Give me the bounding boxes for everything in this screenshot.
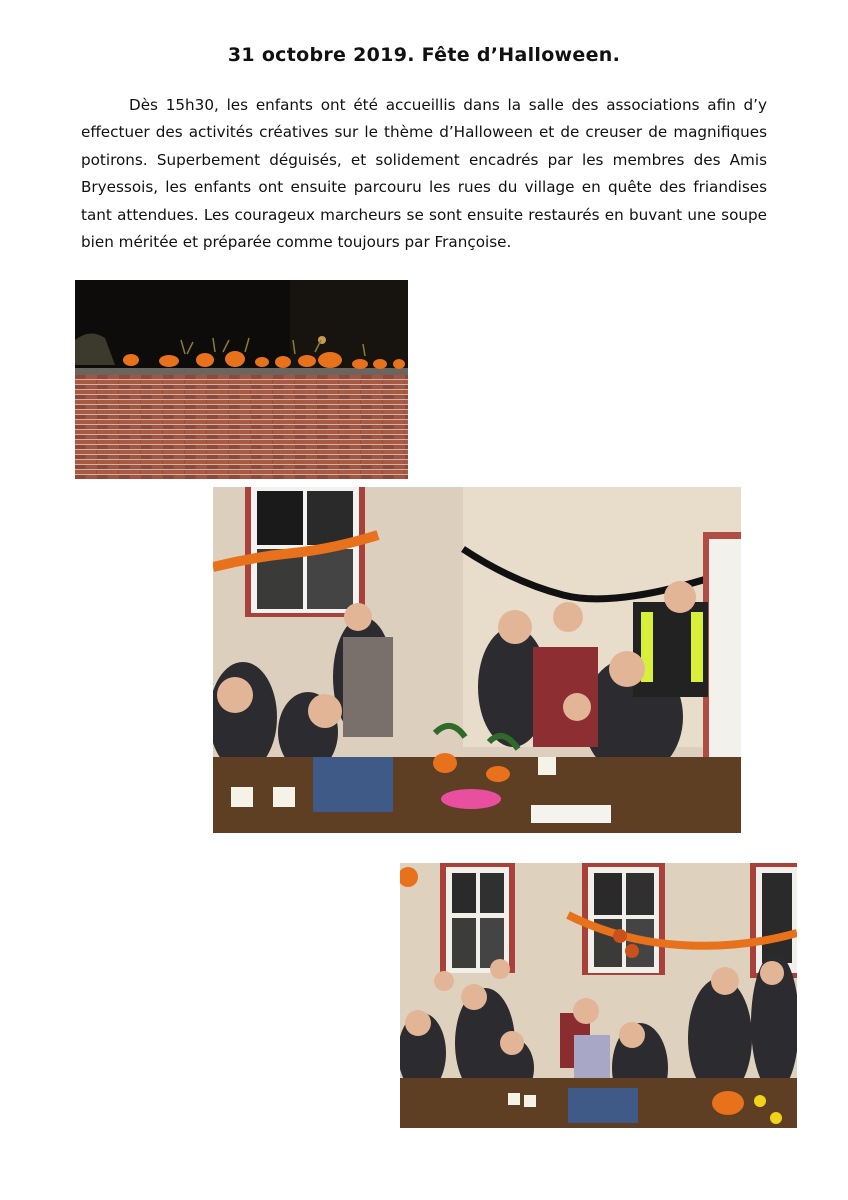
photo-pumpkins-wall — [75, 280, 408, 479]
intro-paragraph-text: Dès 15h30, les enfants ont été accueillis dans la salle des associations afin d’y effectuer des activités créatives sur le thème d’Halloween et de creuser de magnifiques potirons. Superbement déguisés, et solidement encadrés par les membres des Amis Bryessois, les enfants ont ensuite parcouru les rues du village en quête des friandises tant attendues. Les courageux marcheurs se sont ensuite restaurés en buvant une soupe bien méritée et préparée comme toujours par Françoise. — [81, 96, 767, 252]
photo-crafts-table-image — [213, 487, 741, 833]
photo-hall-gathering-image — [400, 863, 797, 1128]
intro-paragraph — [81, 92, 767, 256]
page-title: 31 octobre 2019. Fête d’Halloween. — [227, 44, 621, 66]
photo-pumpkins-wall-image — [75, 280, 408, 479]
photo-hall-gathering — [400, 863, 797, 1128]
photo-crafts-table — [213, 487, 741, 833]
